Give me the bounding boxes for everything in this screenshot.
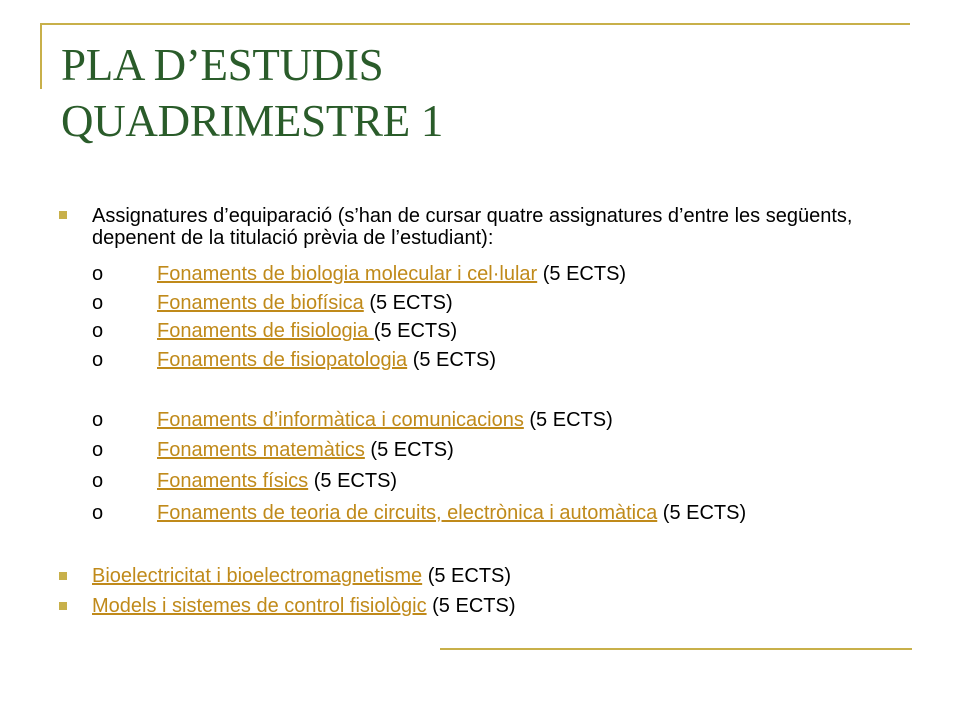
- sub-bullet-marker: o: [92, 409, 104, 431]
- ects-label: (5 ECTS): [364, 439, 454, 461]
- course-link[interactable]: Fonaments d’informàtica i comunicacions: [157, 409, 524, 431]
- slide-title: [61, 37, 443, 149]
- list-item: [92, 565, 511, 587]
- list-item: [157, 263, 626, 285]
- ects-label: (5 ECTS): [363, 292, 453, 314]
- sub-bullet-marker: o: [92, 292, 104, 314]
- sub-bullet-marker: o: [92, 263, 104, 285]
- course-link[interactable]: Models i sistemes de control fisiològic: [92, 595, 427, 617]
- bullet-icon: [59, 211, 67, 219]
- ects-label: (5 ECTS): [523, 409, 613, 431]
- sub-bullet-marker: o: [92, 349, 104, 371]
- bullet-icon: [59, 602, 67, 610]
- list-item: [157, 470, 397, 492]
- title-line-2: QUADRIMESTRE 1: [61, 96, 444, 146]
- course-link[interactable]: Fonaments de biofísica: [157, 292, 364, 314]
- intro-text: Assignatures d’equiparació (s’han de cursar quatre assignatures d’entre les següents, depenent de la titulació prèvia de l’estudiant):: [92, 205, 853, 249]
- ects-label: (5 ECTS): [373, 320, 458, 342]
- ects-label: (5 ECTS): [308, 470, 398, 492]
- sub-bullet-marker: o: [92, 502, 104, 524]
- course-link[interactable]: Fonaments físics: [157, 470, 309, 492]
- list-item: [157, 349, 496, 371]
- ects-label: (5 ECTS): [407, 349, 497, 371]
- list-item: [157, 292, 453, 314]
- title-line-1: PLA D’ESTUDIS: [61, 40, 384, 90]
- bottom-rule: [440, 648, 912, 650]
- course-link[interactable]: Fonaments de fisiopatologia: [157, 349, 408, 371]
- ects-label: (5 ECTS): [537, 263, 627, 285]
- ects-label: (5 ECTS): [422, 565, 512, 587]
- sub-bullet-marker: o: [92, 439, 104, 461]
- left-rule: [40, 23, 42, 89]
- list-item: [157, 409, 613, 431]
- course-link[interactable]: Bioelectricitat i bioelectromagnetisme: [92, 565, 423, 587]
- course-link[interactable]: Fonaments de biologia molecular i cel·lular: [157, 263, 538, 285]
- course-link[interactable]: Fonaments de fisiologia: [157, 320, 374, 342]
- list-item: [157, 502, 746, 524]
- sub-bullet-marker: o: [92, 470, 104, 492]
- bullet-icon: [59, 572, 67, 580]
- sub-bullet-marker: o: [92, 320, 104, 342]
- list-item: [157, 439, 454, 461]
- ects-label: (5 ECTS): [657, 502, 747, 524]
- course-link[interactable]: Fonaments de teoria de circuits, electrònica i automàtica: [157, 502, 658, 524]
- list-item: [92, 595, 516, 617]
- list-item: [157, 320, 457, 342]
- ects-label: (5 ECTS): [426, 595, 516, 617]
- course-link[interactable]: Fonaments matemàtics: [157, 439, 365, 461]
- top-rule: [40, 23, 910, 25]
